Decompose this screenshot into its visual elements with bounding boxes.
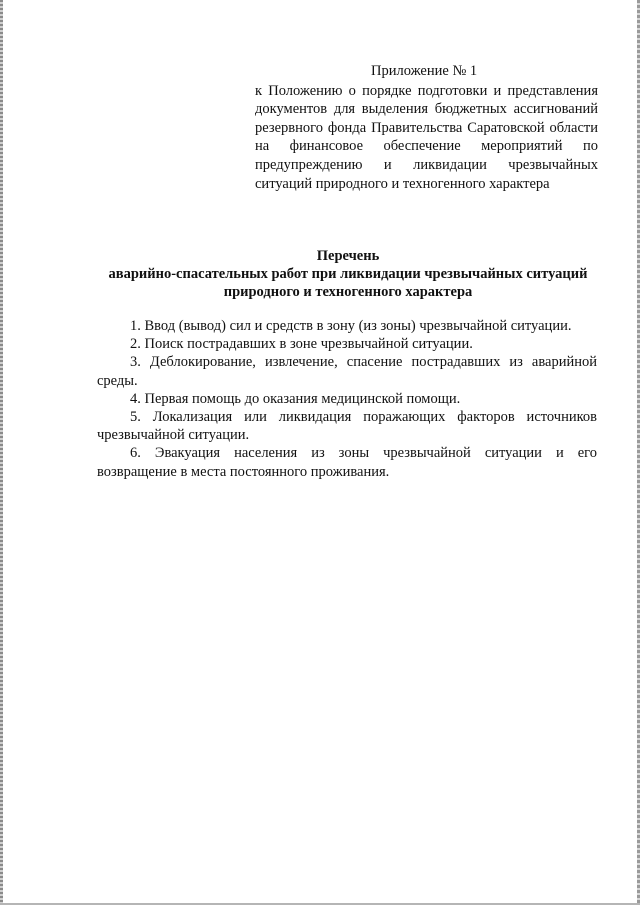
appendix-block <box>255 62 598 193</box>
appendix-body: к Положению о порядке подготовки и представления документов для выделения бюджетных ассигнований резервного фонда Правительства Саратовской области на финансовое обеспечение мероприятий по предупреждению и ликвидации чрезвычайных ситуаций природного и техногенного характера <box>255 82 598 192</box>
heading-line-3: природного и техногенного характера <box>223 284 473 301</box>
list-item: 1. Ввод (вывод) сил и средств в зону (из зоны) чрезвычайной ситуации. <box>130 318 572 334</box>
works-list <box>97 317 597 481</box>
heading-line-1: Перечень <box>316 248 380 264</box>
scan-edge-left <box>0 0 3 905</box>
list-item: 2. Поиск пострадавших в зоне чрезвычайной ситуации. <box>130 336 473 353</box>
list-item: 5. Локализация или ликвидация поражающих факторов источников чрезвычайной ситуации. <box>97 409 597 444</box>
list-item: 4. Первая помощь до оказания медицинской помощи. <box>130 390 461 407</box>
appendix-title: Приложение № 1 <box>371 63 478 79</box>
document-heading <box>90 247 606 302</box>
list-item: 6. Эвакуация населения из зоны чрезвычайной ситуации и его возвращение в места постоянного проживания. <box>97 445 597 480</box>
heading-line-2: аварийно-спасательных работ при ликвидации чрезвычайных ситуаций <box>108 266 588 283</box>
list-item: 3. Деблокирование, извлечение, спасение пострадавших из аварийной среды. <box>97 354 597 389</box>
